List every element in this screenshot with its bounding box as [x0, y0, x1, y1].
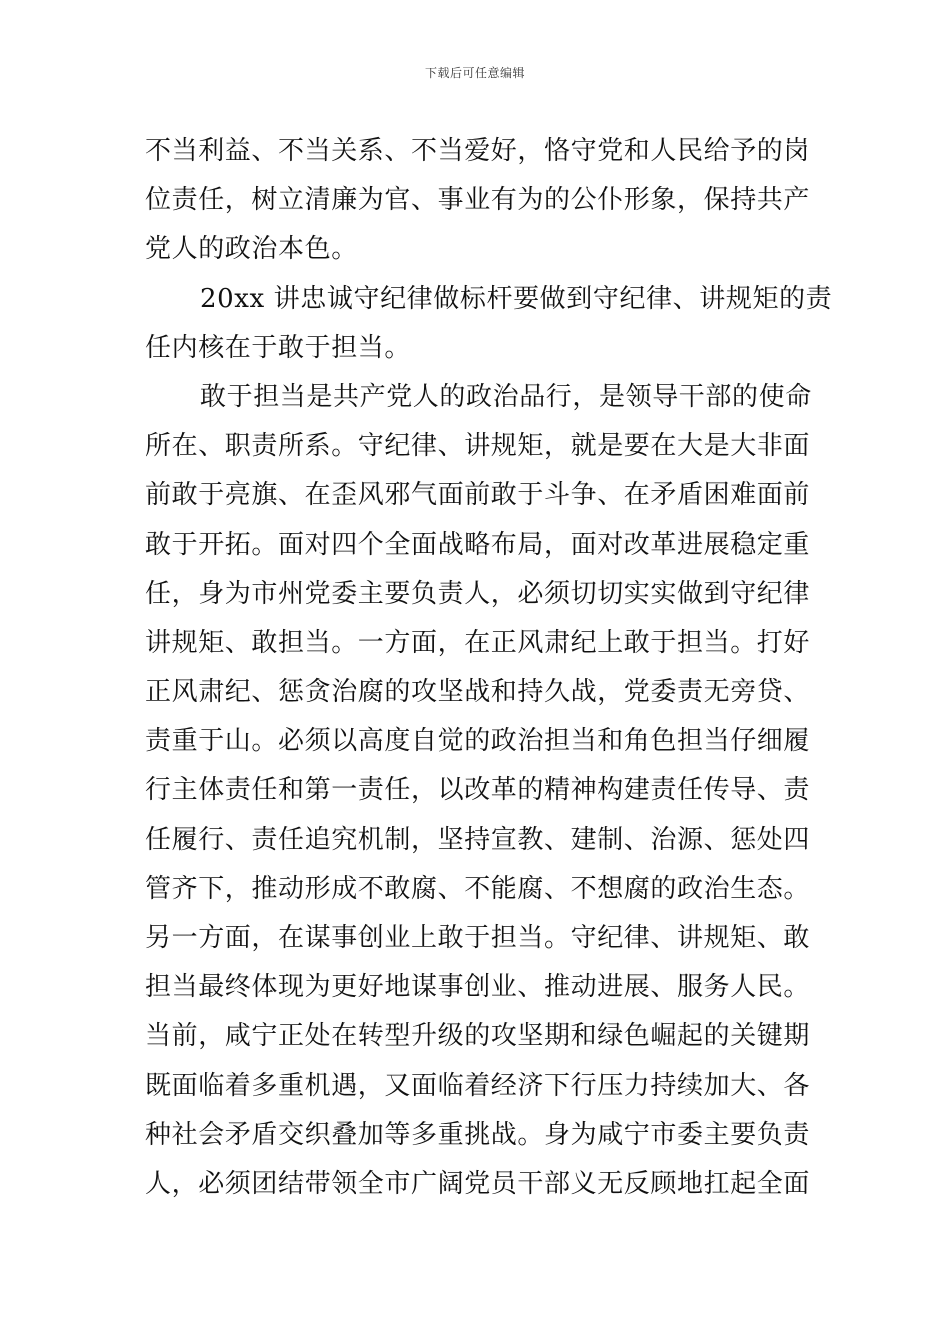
text-line: 党人的政治本色。 [145, 234, 358, 265]
text-line: 任，身为市州党委主要负责人，必须切切实实做到守纪律 [145, 578, 811, 609]
text-line: 所在、职责所系。守纪律、讲规矩，就是要在大是大非面 [145, 431, 811, 462]
text-line: 任履行、责任追究机制，坚持宣教、建制、治源、惩处四 [145, 824, 811, 855]
text-line: 当前，咸宁正处在转型升级的攻坚期和绿色崛起的关键期 [145, 1021, 811, 1052]
paragraph-first-line: 20xx 讲忠诚守纪律做标杆要做到守纪律、讲规矩的责 [200, 283, 833, 314]
text-line: 责重于山。必须以高度自觉的政治担当和角色担当仔细履 [145, 726, 811, 757]
text-line: 正风肃纪、惩贪治腐的攻坚战和持久战，党委责无旁贷、 [145, 677, 811, 708]
text-line: 讲规矩、敢担当。一方面，在正风肃纪上敢于担当。打好 [145, 627, 811, 658]
text-line: 人，必须团结带领全市广阔党员干部义无反顾地扛起全面 [145, 1168, 811, 1199]
text-line: 任内核在于敢于担当。 [145, 332, 412, 363]
paragraph-first-line: 敢于担当是共产党人的政治品行，是领导干部的使命 [200, 381, 812, 412]
text-line: 种社会矛盾交织叠加等多重挑战。身为咸宁市委主要负责 [145, 1119, 811, 1150]
text-line: 敢于开拓。面对四个全面战略布局，面对改革进展稳定重 [145, 529, 811, 560]
page-header: 下载后可任意编辑 [424, 66, 525, 80]
text-line: 位责任，树立清廉为官、事业有为的公仆形象，保持共产 [145, 185, 811, 216]
text-line: 担当最终体现为更好地谋事创业、推动进展、服务人民。 [145, 972, 811, 1003]
text-line: 行主体责任和第一责任，以改革的精神构建责任传导、责 [145, 775, 811, 806]
text-line: 管齐下，推动形成不敢腐、不能腐、不想腐的政治生态。 [145, 873, 811, 904]
text-line: 前敢于亮旗、在歪风邪气面前敢于斗争、在矛盾困难面前 [145, 480, 811, 511]
text-line: 既面临着多重机遇，又面临着经济下行压力持续加大、各 [145, 1070, 811, 1101]
document-body [145, 127, 833, 1209]
text-line: 另一方面，在谋事创业上敢于担当。守纪律、讲规矩、敢 [145, 923, 811, 953]
text-line: 不当利益、不当关系、不当爱好，恪守党和人民给予的岗 [145, 136, 811, 166]
